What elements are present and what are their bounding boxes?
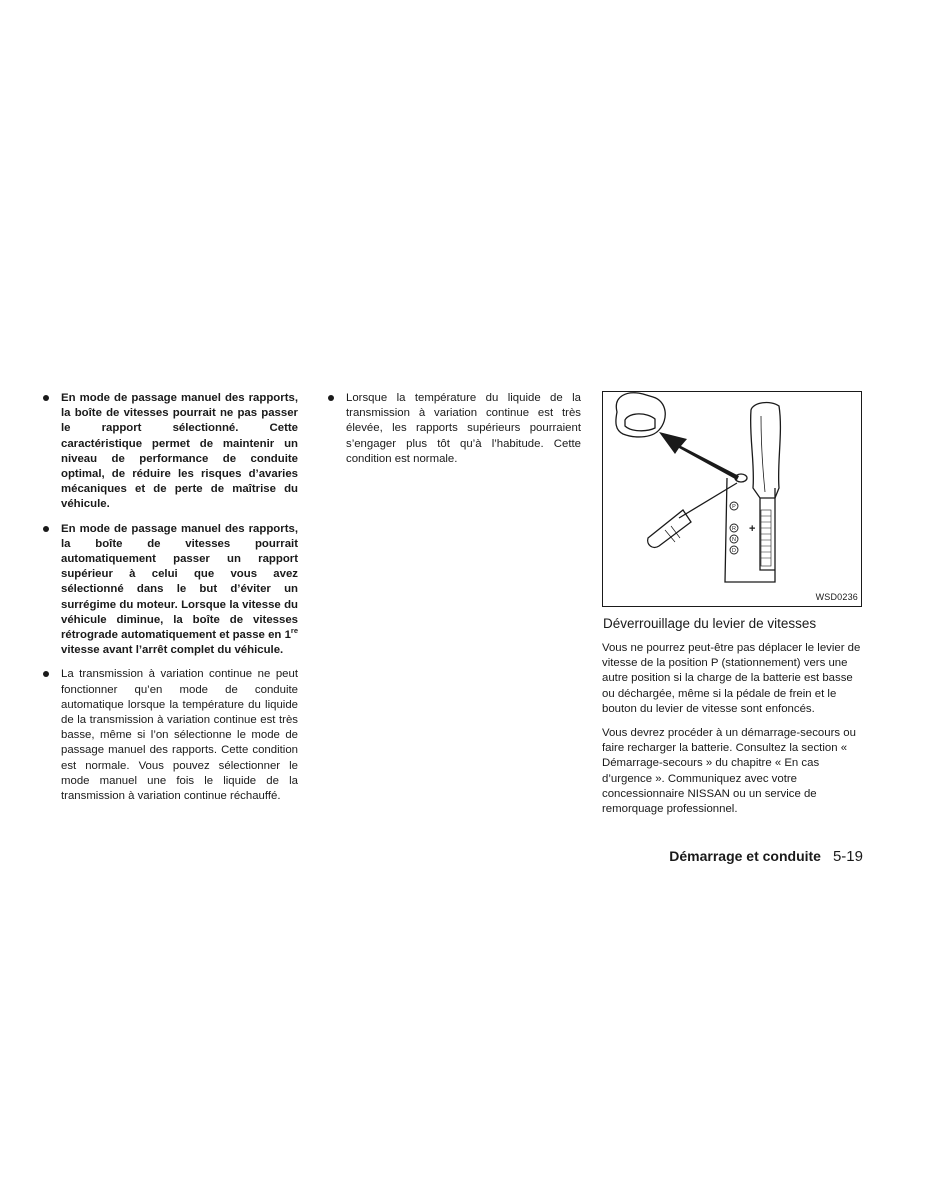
pointer-arrow — [659, 432, 739, 480]
bullet-item-cold-fluid: La transmission à variation continue ne peut fonctionner qu’en mode de conduite automatique lorsque la température du liquide de la transmission à variation continue est très basse, même si l’on sélectionne le mode de passage manuel des rapports. Cette condition est normale. Vous pouvez sélectionner le mode manuel une fois le liquide de la transmission à variation continue réchauffé. — [40, 667, 298, 804]
gear-letter-p: P — [732, 504, 736, 510]
shift-lock-release-figure — [602, 391, 862, 607]
gear-letter-n: N — [732, 537, 736, 543]
page-number: 5-19 — [832, 848, 863, 865]
page-footer — [669, 848, 863, 865]
bullet-item-hot-fluid: Lorsque la température du liquide de la transmission à variation continue est très élevée, les rapports supérieurs pourraient s’engager plus tôt qu’à l’habitude. Cette condition est normale. — [325, 391, 581, 467]
gear-letter-d: D — [732, 548, 736, 554]
screwdriver-handle — [648, 510, 691, 547]
chapter-title: Démarrage et conduite — [669, 848, 821, 864]
body-paragraph: Vous devrez procéder à un démarrage-secours ou faire recharger la batterie. Consultez la section « Démarrage-secours » du chapitre « En cas d’urgence ». Communiquez avec votre concessionnaire NISSAN ou un service de remorquage professionnel. — [602, 727, 856, 816]
shift-lever-illustration — [603, 392, 861, 606]
left-column — [40, 391, 298, 813]
warning-list — [40, 391, 298, 804]
superscript-re: re — [290, 626, 298, 636]
screwdriver-shaft — [679, 483, 737, 518]
bullet-item-manual-mode: En mode de passage manuel des rapports, la boîte de vitesses pourrait ne pas passer le rapport sélectionné. Cette caractéristique permet de maintenir un niveau de performance de conduite optimal, de réduire les risques d’avaries mécaniques et de perte de maîtrise du véhicule. — [40, 391, 298, 513]
body-paragraph: Vous ne pourrez peut-être pas déplacer le levier de vitesse de la position P (stationnement) vers une autre position si la charge de la batterie est basse ou déchargée, même si la pédale de frein et le bouton du levier de vitesse sont enfoncés. — [602, 642, 861, 715]
right-column — [602, 391, 864, 826]
plus-sign: + — [749, 523, 756, 535]
bullet-item-upshift: En mode de passage manuel des rapports, la boîte de vitesses pourrait automatiquement passer un rapport supérieur à celui que vous avez sélectionné dans le but d’éviter un surrégime du moteur. Lorsque la vitesse du véhicule diminue, la boîte de vitesses rétrograde automatiquement et passe en 1re vitesse avant l’arrêt complet du véhicule. — [40, 522, 298, 659]
section-title: Déverrouillage du levier de vitesses — [603, 616, 817, 631]
gear-letter-r: R — [732, 526, 736, 532]
middle-column — [325, 391, 581, 476]
gear-knob — [751, 403, 781, 498]
temperature-list — [325, 391, 581, 467]
figure-code: WSD0236 — [815, 591, 858, 602]
